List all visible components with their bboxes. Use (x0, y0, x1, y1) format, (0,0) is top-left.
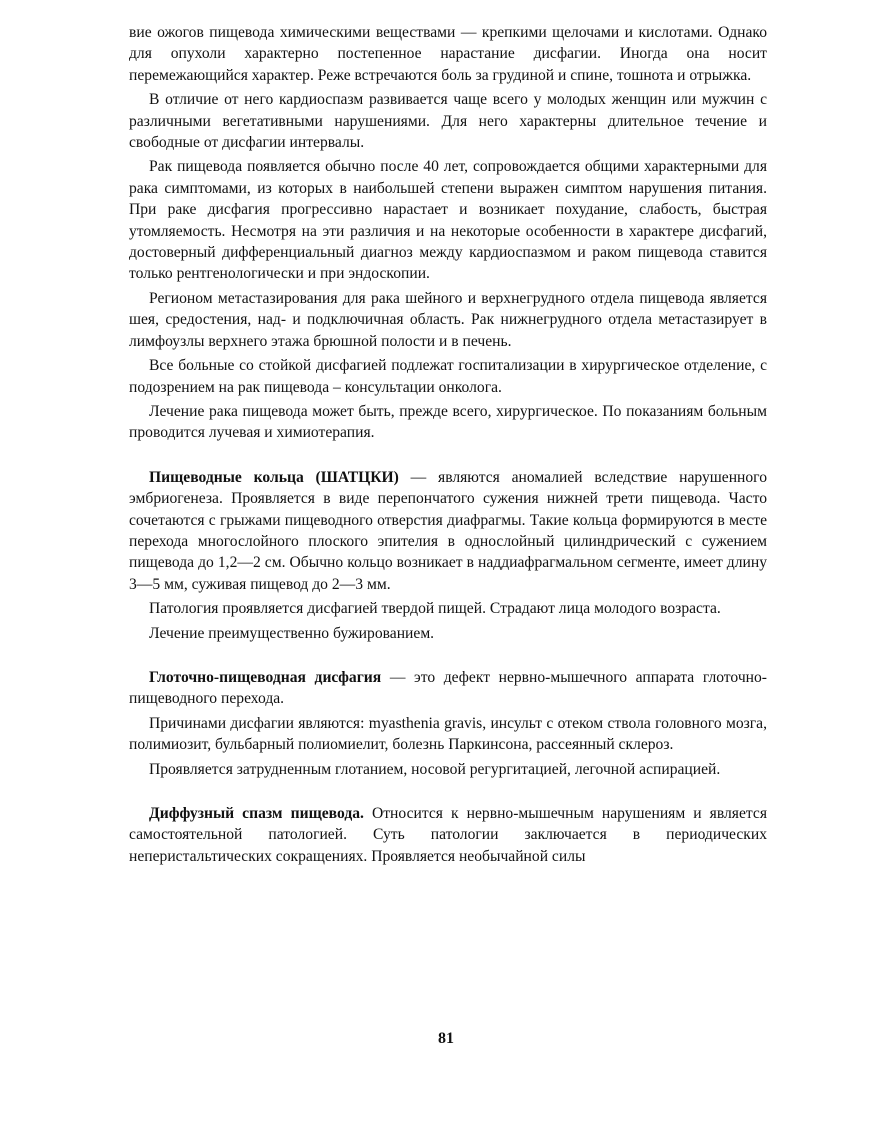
section-heading-diffuse-spasm: Диффузный спазм пищевода. (149, 805, 364, 822)
paragraph-esophageal-burns (129, 22, 767, 86)
paragraph-text: Регионом метастазирования для рака шейного и верхнегрудного отдела пищевода является шея, средостения, над- и подключичная область. Рак нижнегрудного отдела метастазирует в лимфоузлы верхнего этажа брюшной полости и в печень. (129, 289, 767, 350)
paragraph-metastasis (129, 288, 767, 352)
page-number: 81 (438, 1030, 454, 1047)
paragraph-text: Лечение рака пищевода может быть, прежде всего, хирургическое. По показаниям больным проводится лучевая и химиотерапия. (129, 402, 767, 442)
paragraph-dysphagia-symptoms (129, 759, 767, 780)
paragraph-schatzki-symptoms (129, 598, 767, 619)
paragraph-schatzki-treatment (129, 623, 767, 644)
paragraph-schatzki-rings (129, 467, 767, 595)
page-text (129, 22, 767, 867)
paragraph-cardiospasm (129, 89, 767, 153)
paragraph-text: Патология проявляется дисфагией твердой пищей. Страдают лица молодого возраста. (149, 600, 721, 618)
paragraph-text: Относится к нервно-мышечным нарушениям и является самостоятельной патологией. Суть патологии заключается в периодических неперистальтических сокращениях. Проявляется необычайной силы (129, 805, 767, 865)
paragraph-text: В отличие от него кардиоспазм развивается чаще всего у молодых женщин или мужчин с различными вегетативными нарушениями. Для него характерны длительное течение и свободные от дисфагии интервалы. (129, 91, 767, 152)
paragraph-pharyngoesophageal-dysphagia (129, 667, 767, 710)
paragraph-diffuse-spasm (129, 803, 767, 867)
paragraph-hospitalization (129, 355, 767, 398)
paragraph-text: Все больные со стойкой дисфагией подлежат госпитализации в хирургическое отделение, с подозрением на рак пищевода – консультации онколога. (129, 357, 767, 396)
paragraph-text: Рак пищевода появляется обычно после 40 лет, сопровождается общими характерными для рака симптомами, из которых в наибольшей степени выражен симптом нарушения питания. При раке дисфагия прогрессивно нарастает и возникает похудание, слабость, быстрая утомляемость. Несмотря на эти различия и на некоторые особенности в характере дисфагий, достоверный дифференциальный диагноз между кардиоспазмом и раком пищевода ставится только рентгенологически и при эндоскопии. (129, 158, 767, 283)
paragraph-text: вие ожогов пищевода химическими веществами — крепкими щелочами и кислотами. Однако для опухоли характерно постепенное нарастание дисфагии. Иногда она носит перемежающийся характер. Реже встречаются боль за грудиной и спине, тошнота и отрыжка. (129, 24, 767, 84)
paragraph-text: — это дефект нервно-мышечного аппарата глоточно-пищеводного перехода. (129, 668, 767, 708)
section-heading-dysphagia: Глоточно-пищеводная дисфагия (149, 668, 382, 686)
paragraph-text: Лечение преимущественно бужированием. (149, 624, 435, 642)
paragraph-esophageal-cancer (129, 156, 767, 284)
paragraph-text: Причинами дисфагии являются: myasthenia gravis, инсульт с отеком ствола головного мозга, полимиозит, бульбарный полиомиелит, болезнь Паркинсона, рассеянный склероз. (129, 714, 767, 754)
paragraph-dysphagia-causes (129, 713, 767, 756)
paragraph-text: Проявляется затрудненным глотанием, носовой регургитацией, легочной аспирацией. (149, 760, 721, 778)
paragraph-cancer-treatment (129, 401, 767, 444)
paragraph-text: — являются аномалией вследствие нарушенного эмбриогенеза. Проявляется в виде перепончатого сужения нижней трети пищевода. Часто сочетаются с грыжами пищеводного отверстия диафрагмы. Такие кольца формируются в месте перехода многослойного плоского эпителия в однослойный цилиндрический с сужением пищевода до 1,2—2 см. Обычно кольцо возникает в наддиафрагмальном сегменте, имеет длину 3—5 мм, суживая пищевод до 2—3 мм. (129, 468, 767, 593)
section-heading-schatzki: Пищеводные кольца (ШАТЦКИ) (149, 468, 399, 486)
